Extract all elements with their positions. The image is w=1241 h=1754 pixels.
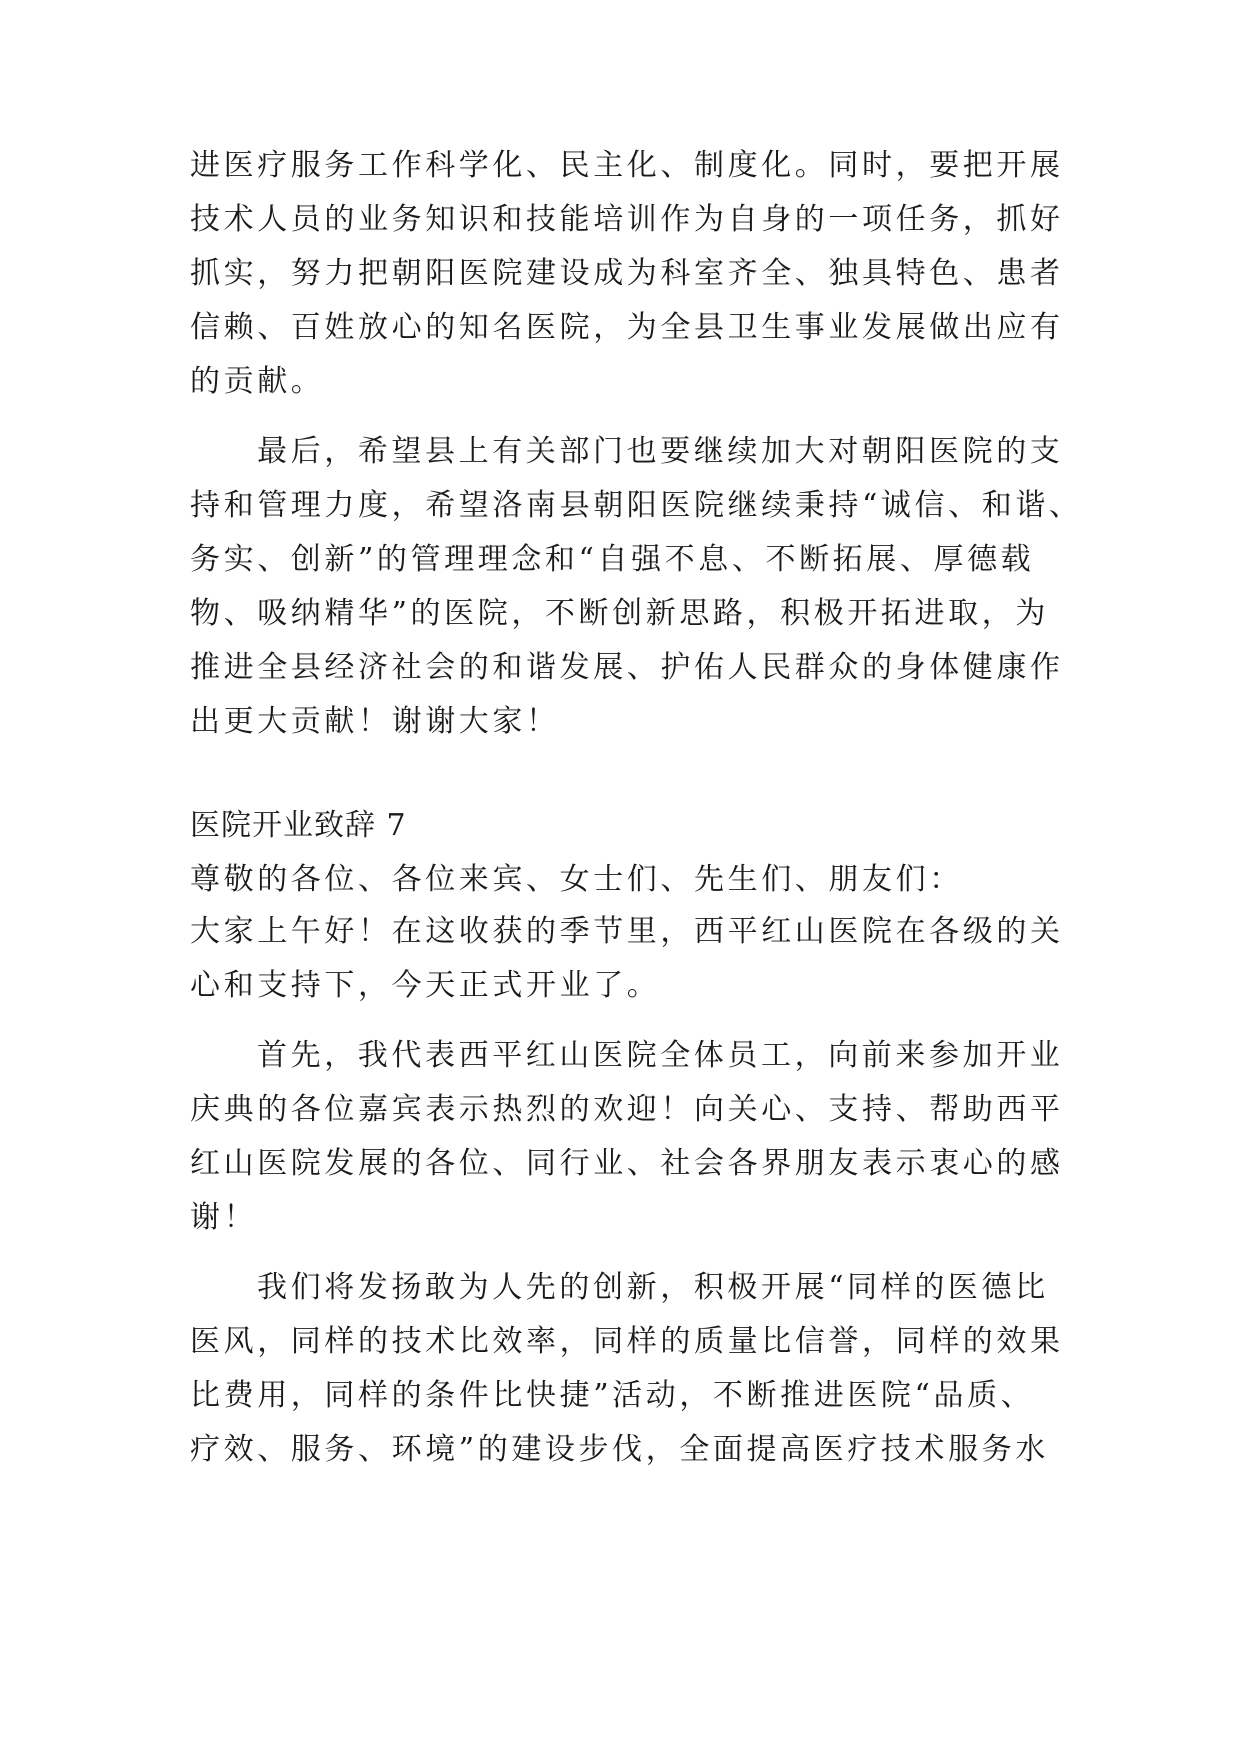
paragraph-line: 信赖、百姓放心的知名医院，为全县卫生事业发展做出应有 <box>190 310 1064 345</box>
section-title: 医院开业致辞 7 <box>190 808 407 843</box>
paragraph-line: 庆典的各位嘉宾表示热烈的欢迎！向关心、支持、帮助西平 <box>190 1092 1064 1127</box>
paragraph-line: 比费用，同样的条件比快捷”活动，不断推进医院“品质、 <box>190 1378 1035 1413</box>
paragraph-line: 务实、创新”的管理理念和“自强不息、不断拓展、厚德载 <box>190 542 1035 577</box>
paragraph-line: 物、吸纳精华”的医院，不断创新思路，积极开拓进取，为 <box>190 596 1049 631</box>
paragraph-line: 谢！ <box>190 1200 258 1235</box>
paragraph-line: 的贡献。 <box>190 364 325 399</box>
paragraph-line: 我们将发扬敢为人先的创新，积极开展“同样的医德比 <box>257 1270 1049 1305</box>
paragraph-line: 持和管理力度，希望洛南县朝阳医院继续秉持“诚信、和谐、 <box>190 488 1083 523</box>
paragraph-line: 进医疗服务工作科学化、民主化、制度化。同时，要把开展 <box>190 148 1064 183</box>
salutation: 尊敬的各位、各位来宾、女士们、先生们、朋友们： <box>190 862 963 897</box>
paragraph-line: 推进全县经济社会的和谐发展、护佑人民群众的身体健康作 <box>190 650 1064 685</box>
paragraph-line: 出更大贡献！谢谢大家！ <box>190 704 560 739</box>
paragraph-line: 心和支持下，今天正式开业了。 <box>190 968 661 1003</box>
paragraph-line: 最后，希望县上有关部门也要继续加大对朝阳医院的支 <box>257 434 1064 469</box>
paragraph-line: 疗效、服务、环境”的建设步伐，全面提高医疗技术服务水 <box>190 1432 1049 1467</box>
paragraph-line: 医风，同样的技术比效率，同样的质量比信誉，同样的效果 <box>190 1324 1064 1359</box>
paragraph-line: 首先，我代表西平红山医院全体员工，向前来参加开业 <box>257 1038 1064 1073</box>
paragraph-line: 红山医院发展的各位、同行业、社会各界朋友表示衷心的感 <box>190 1146 1064 1181</box>
paragraph-line: 大家上午好！在这收获的季节里，西平红山医院在各级的关 <box>190 914 1064 949</box>
paragraph-line: 抓实，努力把朝阳医院建设成为科室齐全、独具特色、患者 <box>190 256 1064 291</box>
paragraph-line: 技术人员的业务知识和技能培训作为自身的一项任务，抓好 <box>190 202 1064 237</box>
